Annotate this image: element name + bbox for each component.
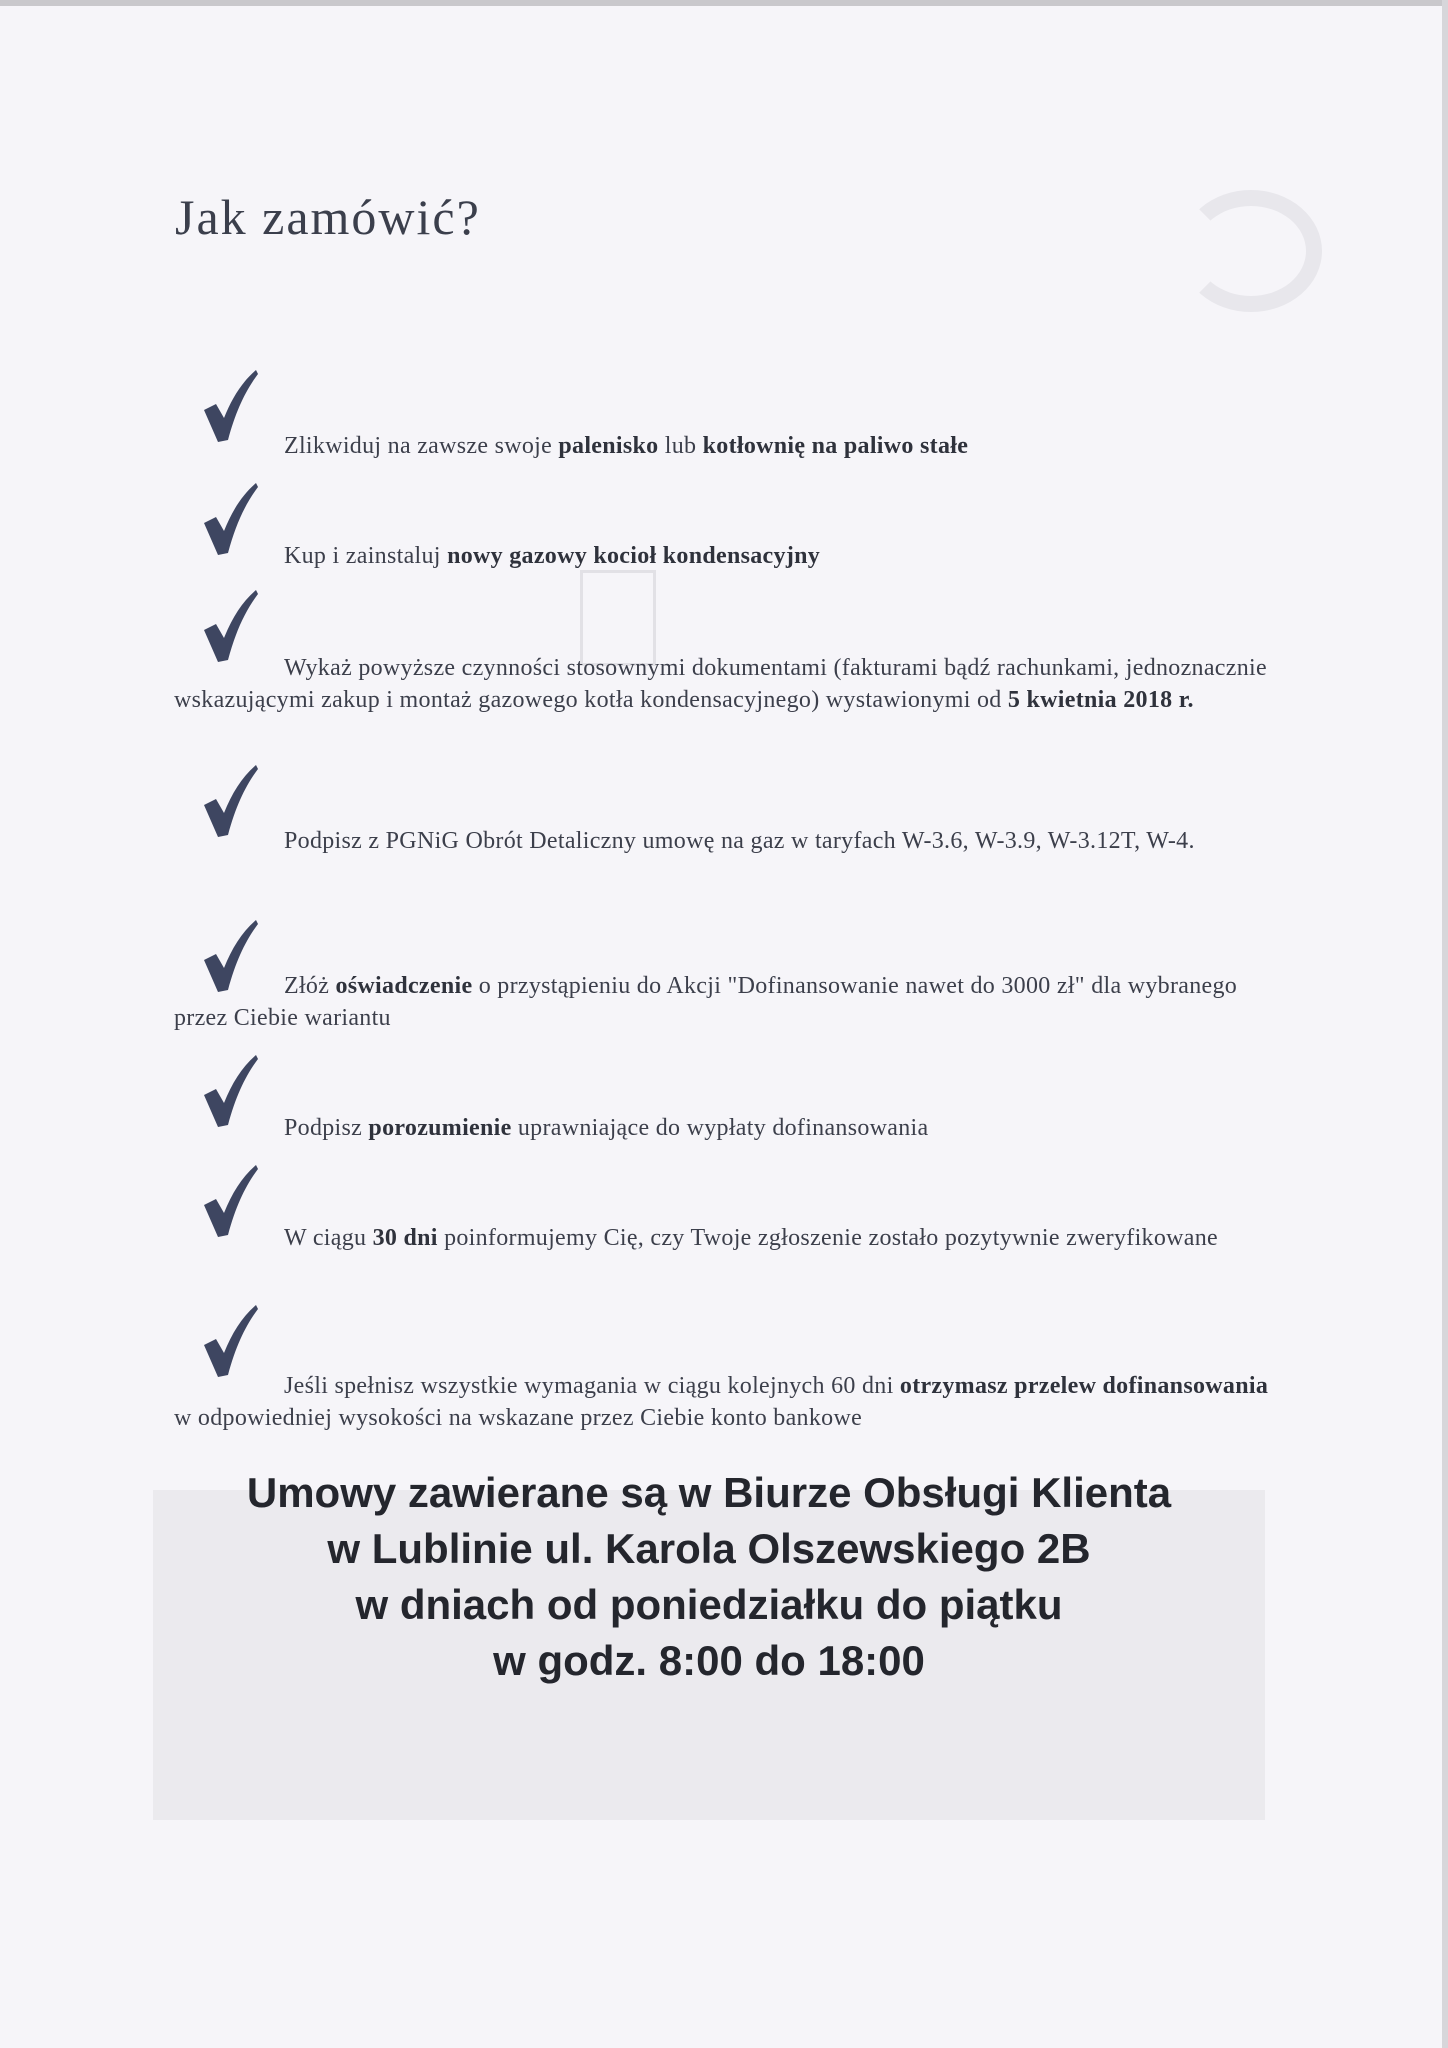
step-text: [174, 970, 1274, 1034]
step-text: [174, 1112, 1274, 1144]
step-text-part: o przystąpieniu do Akcji "Dofinansowanie nawet do 3000 zł" dla wybranego przez Ciebie wariantu: [174, 973, 1238, 1031]
step-text-bold: oświadczenie: [335, 973, 473, 999]
page-title: Jak zamówić?: [175, 189, 481, 245]
step-text-bold: otrzymasz przelew dofinansowania: [899, 1373, 1269, 1399]
step-text-part: Podpisz: [284, 1115, 369, 1141]
notice-line: w Lublinie ul. Karola Olszewskiego 2B: [327, 1525, 1091, 1572]
step-text: [174, 1370, 1274, 1434]
step-text-bold: kotłownię na paliwo stałe: [702, 433, 969, 459]
checkmark-icon: [200, 1305, 260, 1377]
step-text-part: Jeśli spełnisz wszystkie wymagania w ciągu kolejnych 60 dni: [284, 1373, 900, 1399]
step-text-part: Wykaż powyższe czynności stosownymi dokumentami (fakturami bądź rachunkami, jednoznacznie wskazującymi zakup i montaż gazowego kotła kondensacyjnego) wystawionymi od: [174, 655, 1267, 713]
step-text-part: poinformujemy Cię, czy Twoje zgłoszenie zostało pozytywnie zweryfikowane: [437, 1225, 1218, 1251]
step-text-part: uprawniające do wypłaty dofinansowania: [511, 1115, 929, 1141]
step-text-part: Zlikwiduj na zawsze swoje: [284, 433, 559, 459]
step-text-part: Złóż: [284, 973, 336, 999]
step-text: [174, 1222, 1274, 1254]
step-text-bold: 5 kwietnia 2018 r.: [1007, 687, 1194, 713]
page-edge: [1442, 0, 1448, 2048]
step-text-part: w odpowiedniej wysokości na wskazane przez Ciebie konto bankowe: [174, 1405, 863, 1431]
step-text-part: Podpisz z PGNiG Obrót Detaliczny umowę na gaz w taryfach W-3.6, W-3.9, W-3.12T, W-4.: [284, 828, 1195, 854]
step-text-bold: nowy gazowy kocioł kondensacyjny: [447, 543, 821, 569]
notice-line: w dniach od poniedziałku do piątku: [355, 1581, 1063, 1628]
notice-line: Umowy zawierane są w Biurze Obsługi Klienta: [246, 1469, 1172, 1516]
notice-line: w godz. 8:00 do 18:00: [493, 1637, 925, 1684]
step-text: [174, 652, 1274, 716]
step-text: [174, 430, 1274, 462]
step-text-part: W ciągu: [284, 1225, 373, 1251]
step-text: [174, 540, 1274, 572]
office-notice: [153, 1465, 1265, 1689]
step-text-part: lub: [658, 433, 703, 459]
step-text-bold: 30 dni: [372, 1225, 438, 1251]
step-text-bold: porozumienie: [368, 1115, 512, 1141]
step-text-bold: palenisko: [558, 433, 659, 459]
step-text: [174, 825, 1274, 857]
step-text-part: Kup i zainstaluj: [284, 543, 448, 569]
page-edge: [0, 0, 1448, 6]
bleed-through-logo: [1180, 190, 1322, 312]
